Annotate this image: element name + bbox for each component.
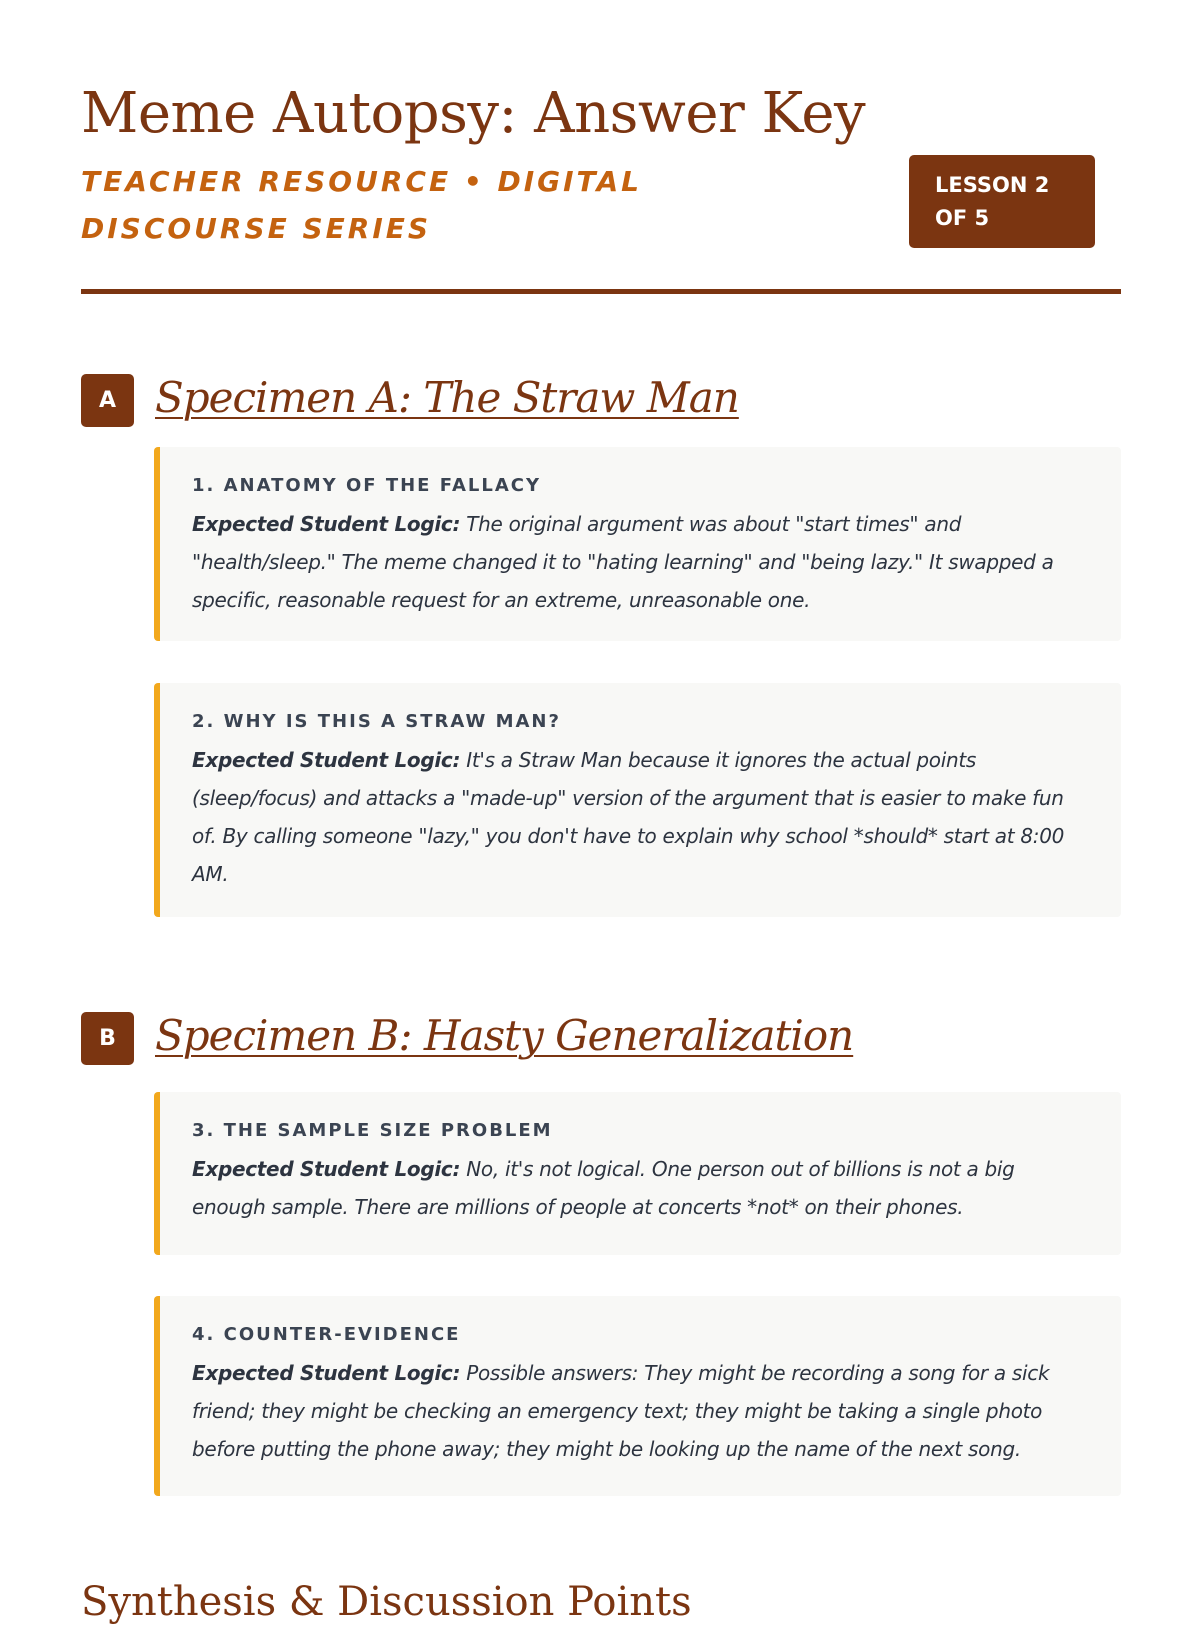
page-subtitle: TEACHER RESOURCE • DIGITAL DISCOURSE SERIES — [81, 165, 642, 245]
section-badge-b: B — [81, 1012, 134, 1065]
card-text: The original argument was about "start times" and "health/sleep." The meme changed it to "hating learning" and "being lazy." It swapped a specific, reasonable request for an extreme, unreasonable one. — [192, 512, 1054, 612]
page-title: Meme Autopsy: Answer Key — [81, 81, 866, 146]
header-divider — [81, 289, 1121, 294]
lesson-badge: LESSON 2 OF 5 — [909, 155, 1095, 248]
card-lead: Expected Student Logic: — [192, 1361, 461, 1385]
card-label: 2. WHY IS THIS A STRAW MAN? — [192, 711, 561, 732]
card-label: 4. COUNTER-EVIDENCE — [192, 1324, 461, 1345]
card-body — [192, 1354, 1089, 1468]
card-text: It's a Straw Man because it ignores the actual points (sleep/focus) and attacks a "made-up" version of the argument that is easier to make fun of. By calling someone "lazy," you don't have to explain why school *should* start at 8:00 AM. — [192, 748, 1065, 886]
card-body — [192, 741, 1089, 893]
card-text: Possible answers: They might be recording a song for a sick friend; they might be checking an emergency text; they might be taking a single photo before putting the phone away; they might be looking up the name of the next song. — [192, 1361, 1050, 1461]
card-lead: Expected Student Logic: — [192, 748, 461, 772]
card-label: 3. THE SAMPLE SIZE PROBLEM — [192, 1120, 553, 1141]
card-text: No, it's not logical. One person out of billions is not a big enough sample. There are millions of people at concerts *not* on their phones. — [192, 1157, 1015, 1219]
synthesis-title: Synthesis & Discussion Points — [81, 1579, 692, 1625]
specimen-a-title: Specimen A: The Straw Man — [155, 373, 739, 422]
card-body — [192, 1150, 1089, 1226]
answer-card-1 — [154, 447, 1121, 641]
answer-card-3 — [154, 1092, 1121, 1255]
card-label: 1. ANATOMY OF THE FALLACY — [192, 475, 541, 496]
page-header — [81, 78, 1121, 245]
card-lead: Expected Student Logic: — [192, 1157, 461, 1181]
card-lead: Expected Student Logic: — [192, 512, 461, 536]
answer-card-2 — [154, 683, 1121, 917]
card-body — [192, 505, 1089, 619]
answer-card-4 — [154, 1296, 1121, 1496]
section-badge-a: A — [81, 374, 134, 427]
specimen-b-title: Specimen B: Hasty Generalization — [155, 1011, 854, 1060]
